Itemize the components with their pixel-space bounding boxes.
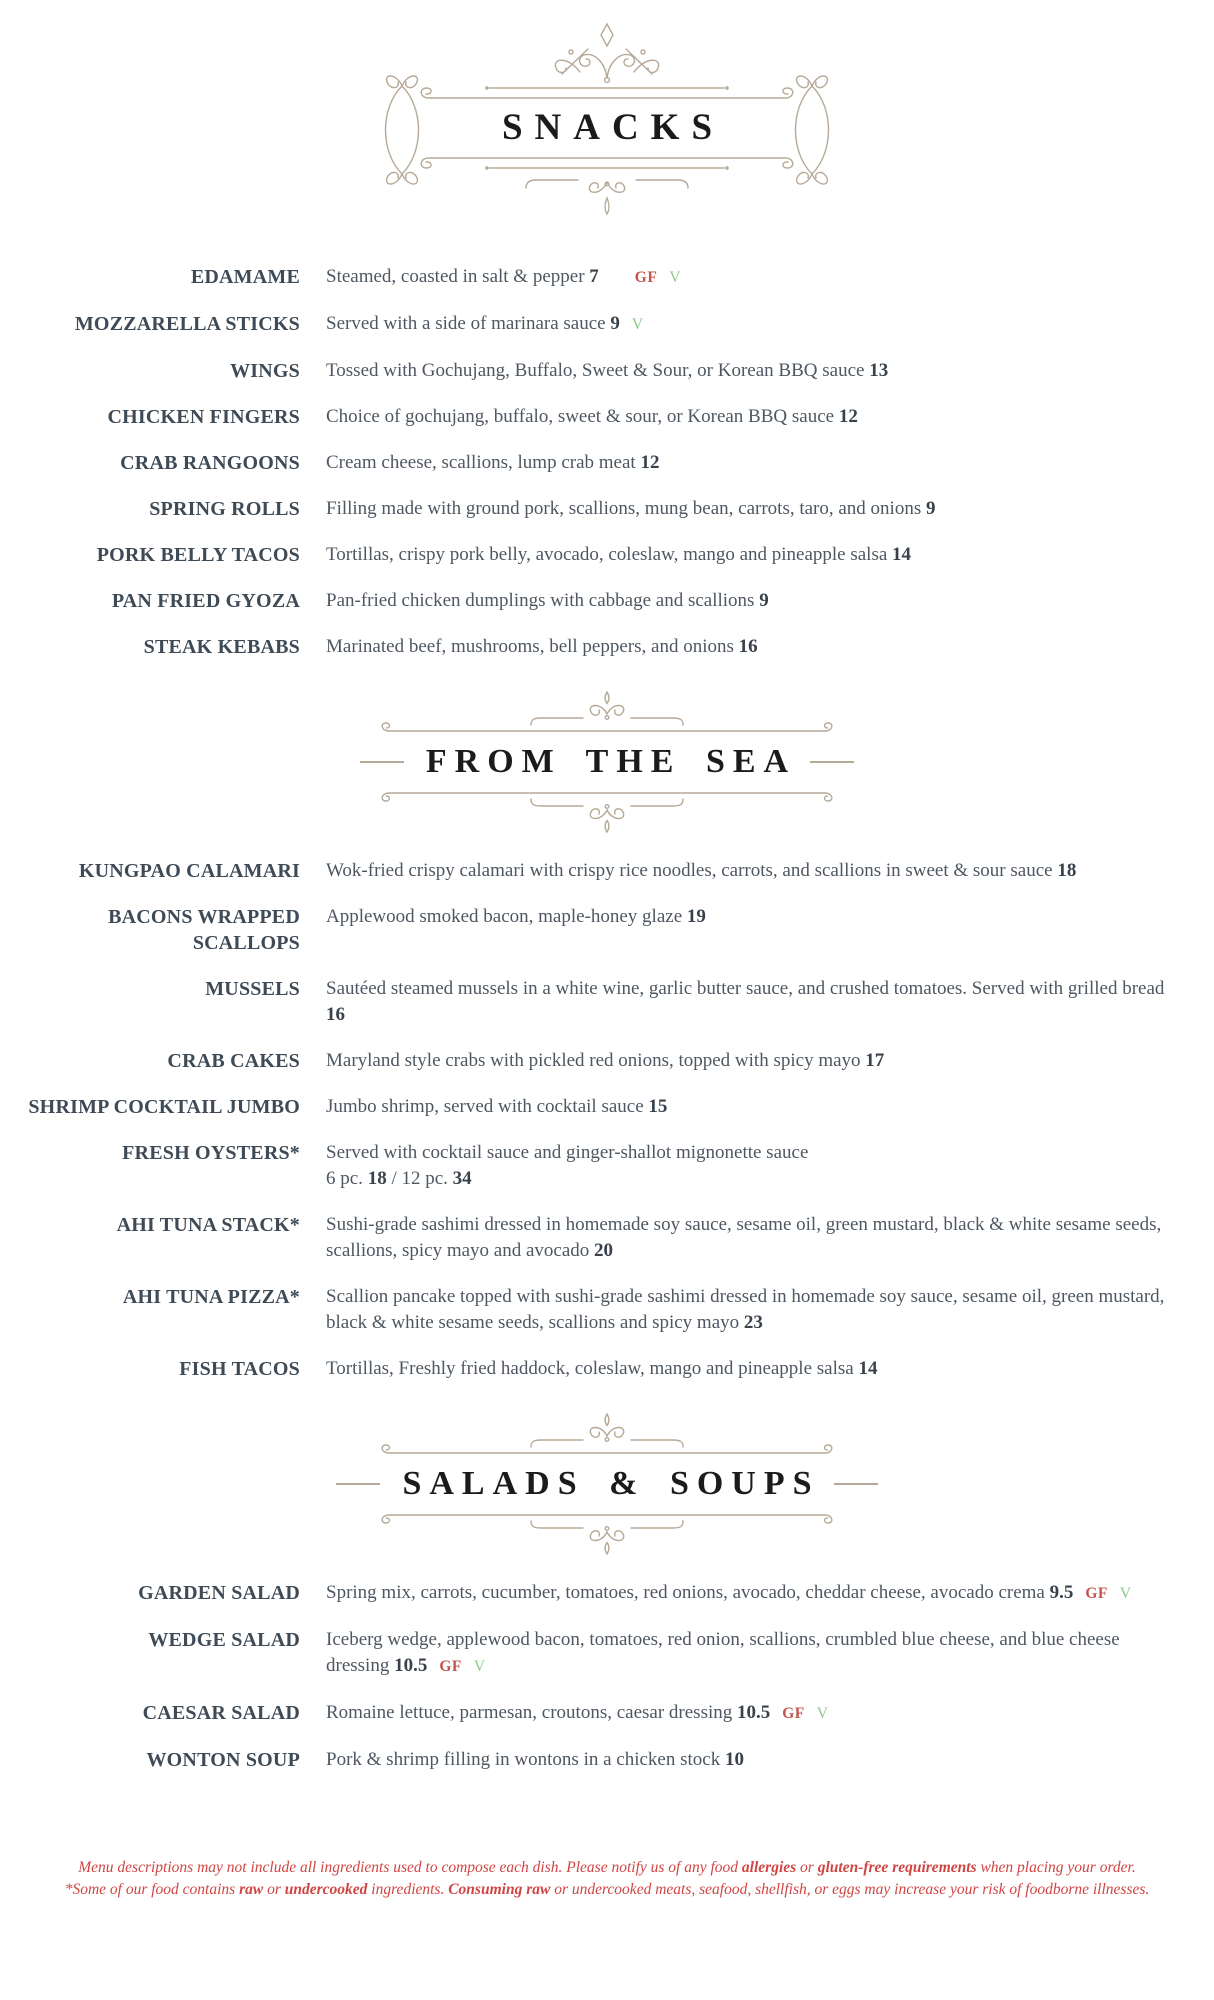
item-name: CRAB RANGOONS xyxy=(120,452,300,474)
item-description: Choice of gochujang, buffalo, sweet & sour, or Korean BBQ sauce 12 xyxy=(326,406,858,427)
section-title: SALADS & SOUPS xyxy=(402,1465,820,1502)
section-header-salads-soups xyxy=(377,1412,837,1556)
menu-item xyxy=(0,542,1186,568)
menu-item xyxy=(0,1212,1186,1264)
from-the-sea-items xyxy=(0,858,1214,1382)
gf-tag: GF xyxy=(1085,1585,1108,1602)
section-title: FROM THE SEA xyxy=(425,743,797,780)
salads-soups-items xyxy=(0,1580,1214,1773)
item-description: Tossed with Gochujang, Buffalo, Sweet & Sour, or Korean BBQ sauce 13 xyxy=(326,360,889,381)
item-description: Cream cheese, scallions, lump crab meat 12 xyxy=(326,452,660,473)
snacks-items xyxy=(0,264,1214,660)
item-name: WONTON SOUP xyxy=(146,1749,300,1771)
item-description: Pork & shrimp filling in wontons in a chicken stock 10 xyxy=(326,1749,744,1770)
item-description: Pan-fried chicken dumplings with cabbage and scallions 9 xyxy=(326,590,769,611)
item-name: SHRIMP COCKTAIL JUMBO xyxy=(28,1096,300,1118)
item-description: Scallion pancake topped with sushi-grade sashimi dressed in homemade soy sauce, sesame oil, green mustard, black & white sesame seeds, scallions and spicy mayo 23 xyxy=(326,1286,1165,1333)
menu-item xyxy=(0,404,1186,430)
item-name: FISH TACOS xyxy=(179,1358,300,1380)
item-description: Maryland style crabs with pickled red onions, topped with spicy mayo 17 xyxy=(326,1050,885,1071)
item-description: Tortillas, crispy pork belly, avocado, coleslaw, mango and pineapple salsa 14 xyxy=(326,544,912,565)
item-description: Spring mix, carrots, cucumber, tomatoes, red onions, avocado, cheddar cheese, avocado crema 9.5 GF V xyxy=(326,1582,1132,1603)
item-name: FRESH OYSTERS* xyxy=(122,1142,300,1164)
menu-item xyxy=(0,858,1186,884)
item-name: EDAMAME xyxy=(190,266,300,288)
item-name: AHI TUNA PIZZA* xyxy=(122,1286,300,1308)
gf-tag: GF xyxy=(634,269,658,286)
footer-line: *Some of our food contains raw or undercooked ingredients. Consuming raw or undercooked meats, seafood, shellfish, or eggs may increase your risk of foodborne illnesses. xyxy=(64,1881,1150,1898)
menu-item xyxy=(0,311,1186,338)
item-description: Marinated beef, mushrooms, bell peppers, and onions 16 xyxy=(326,636,758,657)
item-description: Served with a side of marinara sauce 9 V xyxy=(326,313,644,334)
item-name: SPRING ROLLS xyxy=(149,498,300,520)
section-header-snacks xyxy=(372,22,842,234)
v-tag: V xyxy=(669,269,682,286)
menu-item xyxy=(0,1140,1186,1192)
item-description: Sautéed steamed mussels in a white wine, garlic butter sauce, and crushed tomatoes. Served with grilled bread 16 xyxy=(326,978,1165,1025)
section-header-from-the-sea xyxy=(377,690,837,834)
ornament-top-icon xyxy=(377,1412,837,1458)
menu-item xyxy=(0,1094,1186,1120)
item-description: Wok-fried crispy calamari with crispy rice noodles, carrots, and scallions in sweet & sour sauce 18 xyxy=(326,860,1077,881)
menu-item xyxy=(0,1284,1186,1336)
dash-right xyxy=(810,761,854,763)
item-name: MUSSELS xyxy=(205,978,300,1000)
v-tag: V xyxy=(473,1658,486,1675)
menu-item xyxy=(0,1747,1186,1773)
menu-item xyxy=(0,588,1186,614)
v-tag: V xyxy=(816,1705,829,1722)
item-description: Steamed, coasted in salt & pepper 7 GF V xyxy=(326,266,682,287)
item-name: CRAB CAKES xyxy=(167,1050,300,1072)
section-title: SNACKS xyxy=(501,107,725,148)
item-name: PAN FRIED GYOZA xyxy=(111,590,300,612)
item-description: Iceberg wedge, applewood bacon, tomatoes, red onion, scallions, crumbled blue cheese, and blue cheese dressing 10.5 GF V xyxy=(326,1629,1120,1676)
ornament-bottom-icon xyxy=(377,1510,837,1556)
footer-line: Menu descriptions may not include all ingredients used to compose each dish. Please notify us of any food allergies or gluten-free requirements when placing your order. xyxy=(78,1859,1136,1876)
dash-left xyxy=(360,761,404,763)
v-tag: V xyxy=(631,316,644,333)
menu-item xyxy=(0,1580,1186,1607)
menu-item xyxy=(0,496,1186,522)
dash-right xyxy=(834,1483,878,1485)
ornament-bottom-icon xyxy=(377,788,837,834)
item-description: Sushi-grade sashimi dressed in homemade soy sauce, sesame oil, green mustard, black & white sesame seeds, scallions, spicy mayo and avocado 20 xyxy=(326,1214,1162,1261)
menu-item xyxy=(0,1356,1186,1382)
menu-item xyxy=(0,634,1186,660)
gf-tag: GF xyxy=(782,1705,805,1722)
item-name: MOZZARELLA STICKS xyxy=(74,313,300,335)
dash-left xyxy=(336,1483,380,1485)
item-name: PORK BELLY TACOS xyxy=(96,544,300,566)
item-name: CAESAR SALAD xyxy=(142,1702,300,1724)
item-description: Applewood smoked bacon, maple-honey glaze 19 xyxy=(326,906,706,927)
item-name: CHICKEN FINGERS xyxy=(107,406,300,428)
item-description: Filling made with ground pork, scallions, mung bean, carrots, taro, and onions 9 xyxy=(326,498,936,519)
menu-item xyxy=(0,1700,1186,1727)
footer-disclaimer xyxy=(0,1857,1214,1901)
gf-tag: GF xyxy=(439,1658,462,1675)
item-name: WINGS xyxy=(230,360,300,382)
menu-item xyxy=(0,358,1186,384)
item-name: GARDEN SALAD xyxy=(138,1582,300,1604)
item-description: Served with cocktail sauce and ginger-shallot mignonette sauce 6 pc. 18 / 12 pc. 34 xyxy=(326,1142,809,1189)
menu-item xyxy=(0,904,1186,956)
item-name: BACONS WRAPPED SCALLOPS xyxy=(108,906,300,954)
menu-item xyxy=(0,976,1186,1028)
item-description: Romaine lettuce, parmesan, croutons, caesar dressing 10.5 GF V xyxy=(326,1702,829,1723)
ornament-top-icon xyxy=(377,690,837,736)
menu-item xyxy=(0,450,1186,476)
item-description: Tortillas, Freshly fried haddock, coleslaw, mango and pineapple salsa 14 xyxy=(326,1358,878,1379)
menu-item xyxy=(0,1048,1186,1074)
item-name: KUNGPAO CALAMARI xyxy=(78,860,300,882)
item-description: Jumbo shrimp, served with cocktail sauce 15 xyxy=(326,1096,668,1117)
v-tag: V xyxy=(1119,1585,1132,1602)
item-name: WEDGE SALAD xyxy=(148,1629,300,1651)
item-name: STEAK KEBABS xyxy=(143,636,300,658)
menu-item xyxy=(0,264,1186,291)
menu-item xyxy=(0,1627,1186,1680)
item-name: AHI TUNA STACK* xyxy=(116,1214,300,1236)
